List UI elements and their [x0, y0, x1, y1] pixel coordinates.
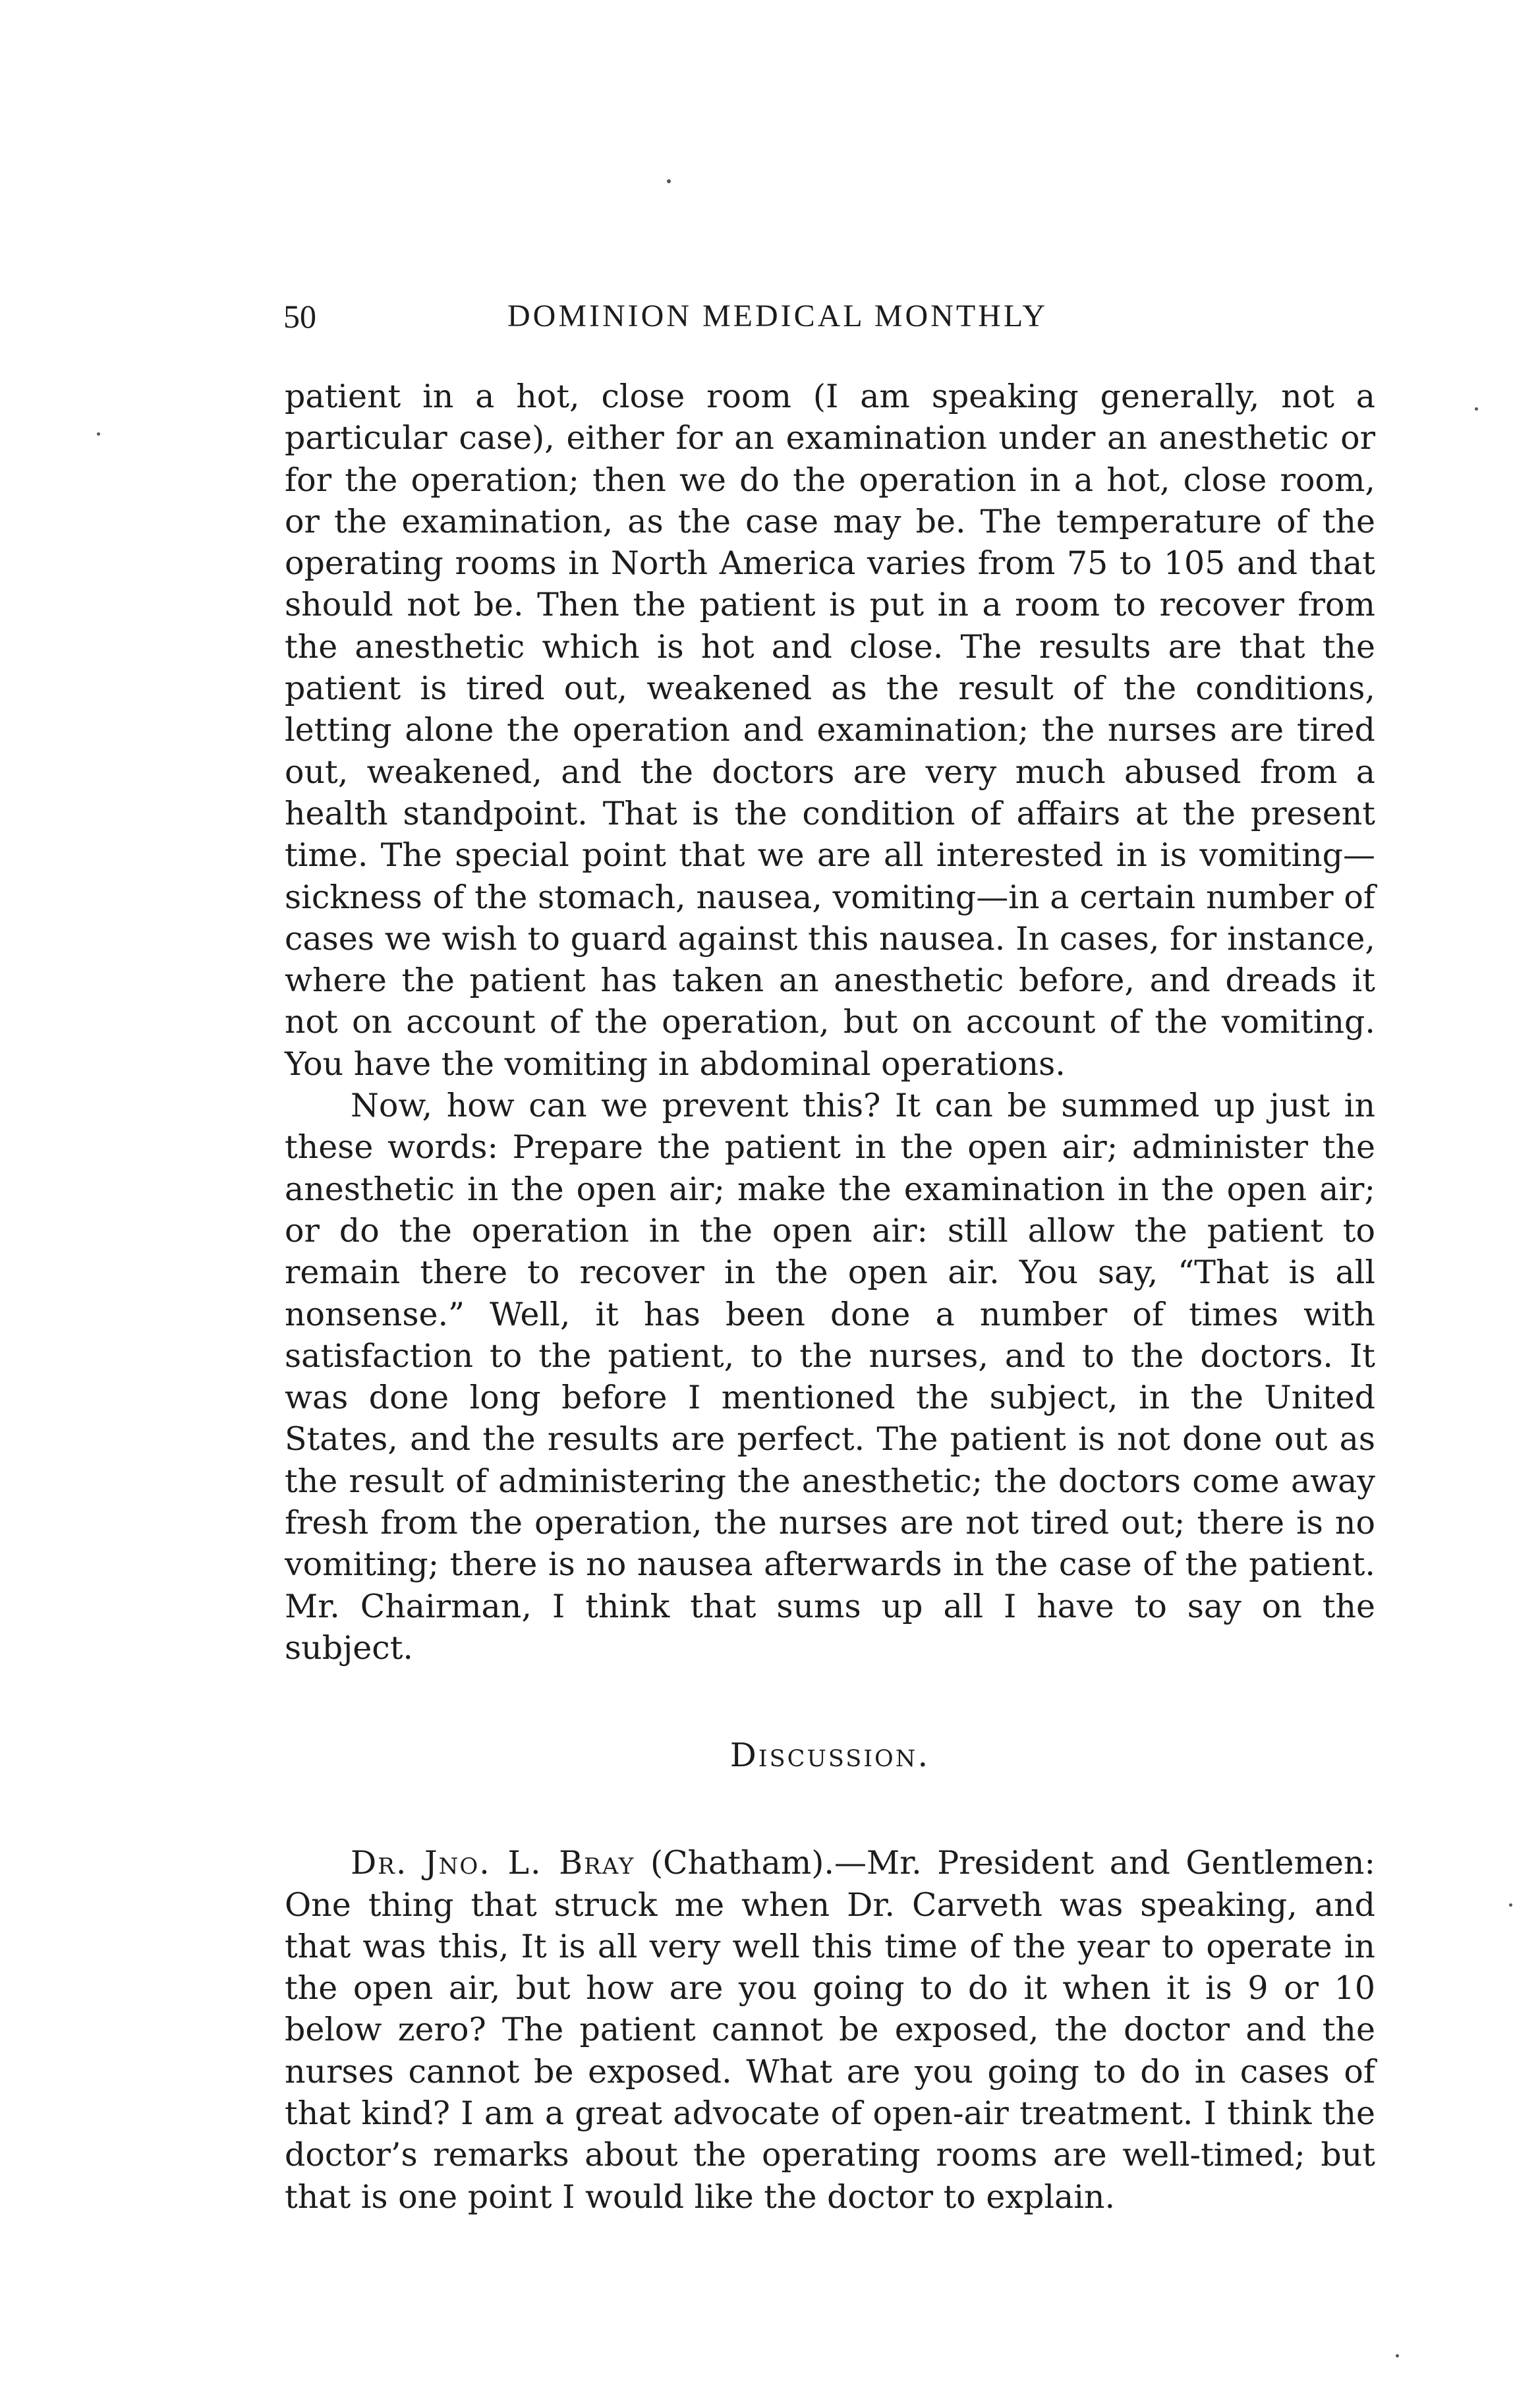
article-body	[285, 376, 1375, 2218]
discussion-text: (Chatham).—Mr. President and Gentlemen: One thing that struck me when Dr. Carveth was speaking, and that was this, It is all very well this time of the year to operate in the open air, but how are you going to do it when it is 9 or 10 below zero? The patient cannot be exposed, the doctor and the nurses cannot be exposed. What are you going to do in cases of that kind? I am a great advocate of open-air treatment. I think the doctor’s remarks about the operating rooms are well-timed; but that is one point I would like the doctor to explain.	[285, 1844, 1376, 2216]
page-number: 50	[283, 298, 316, 335]
page-header	[0, 297, 1540, 336]
discussion-paragraph	[285, 1842, 1375, 2218]
speaker-name: Dr. Jno. L. Bray	[351, 1844, 635, 1882]
scan-speck	[97, 432, 100, 436]
scan-speck	[1475, 407, 1478, 411]
scan-speck	[667, 179, 671, 183]
paragraph-2: Now, how can we prevent this? It can be summed up just in these words: Prepare the patient in the open air; administer the anesthetic in the open air; make the examination in the open air; or do the operation in the open air: still allow the patient to remain there to recover in the open air. You say, “That is all nonsense.” Well, it has been done a number of times with satisfaction to the patient, to the nurses, and to the doctors. It was done long before I mentioned the subject, in the United States, and the results are perfect. The patient is not done out as the result of administering the anesthetic; the doctors come away fresh from the operation, the nurses are not tired out; there is no vomiting; there is no nausea afterwards in the case of the patient. Mr. Chairman, I think that sums up all I have to say on the subject.	[285, 1087, 1375, 1667]
running-head: DOMINION MEDICAL MONTHLY	[507, 299, 1048, 333]
scan-speck	[1396, 2354, 1399, 2357]
scan-speck	[1509, 1903, 1512, 1907]
paragraph-1: patient in a hot, close room (I am speaking generally, not a particular case), either for an examination under an anesthetic or for the operation; then we do the operation in a hot, close room, or the examination, as the case may be. The temperature of the operating rooms in North America varies from 75 to 105 and that should not be. Then the patient is put in a room to recover from the anesthetic which is hot and close. The results are that the patient is tired out, weakened as the result of the conditions, letting alone the operation and examination; the nurses are tired out, weakened, and the doctors are very much abused from a health standpoint. That is the condition of affairs at the present time. The special point that we are all interested in is vomiting—sickness of the stomach, nausea, vomiting—in a certain number of cases we wish to guard against this nausea. In cases, for instance, where the patient has taken an anesthetic before, and dreads it not on account of the operation, but on account of the vomiting. You have the vomiting in abdominal operations.	[285, 378, 1375, 1083]
section-title: Discussion.	[729, 1736, 930, 1775]
